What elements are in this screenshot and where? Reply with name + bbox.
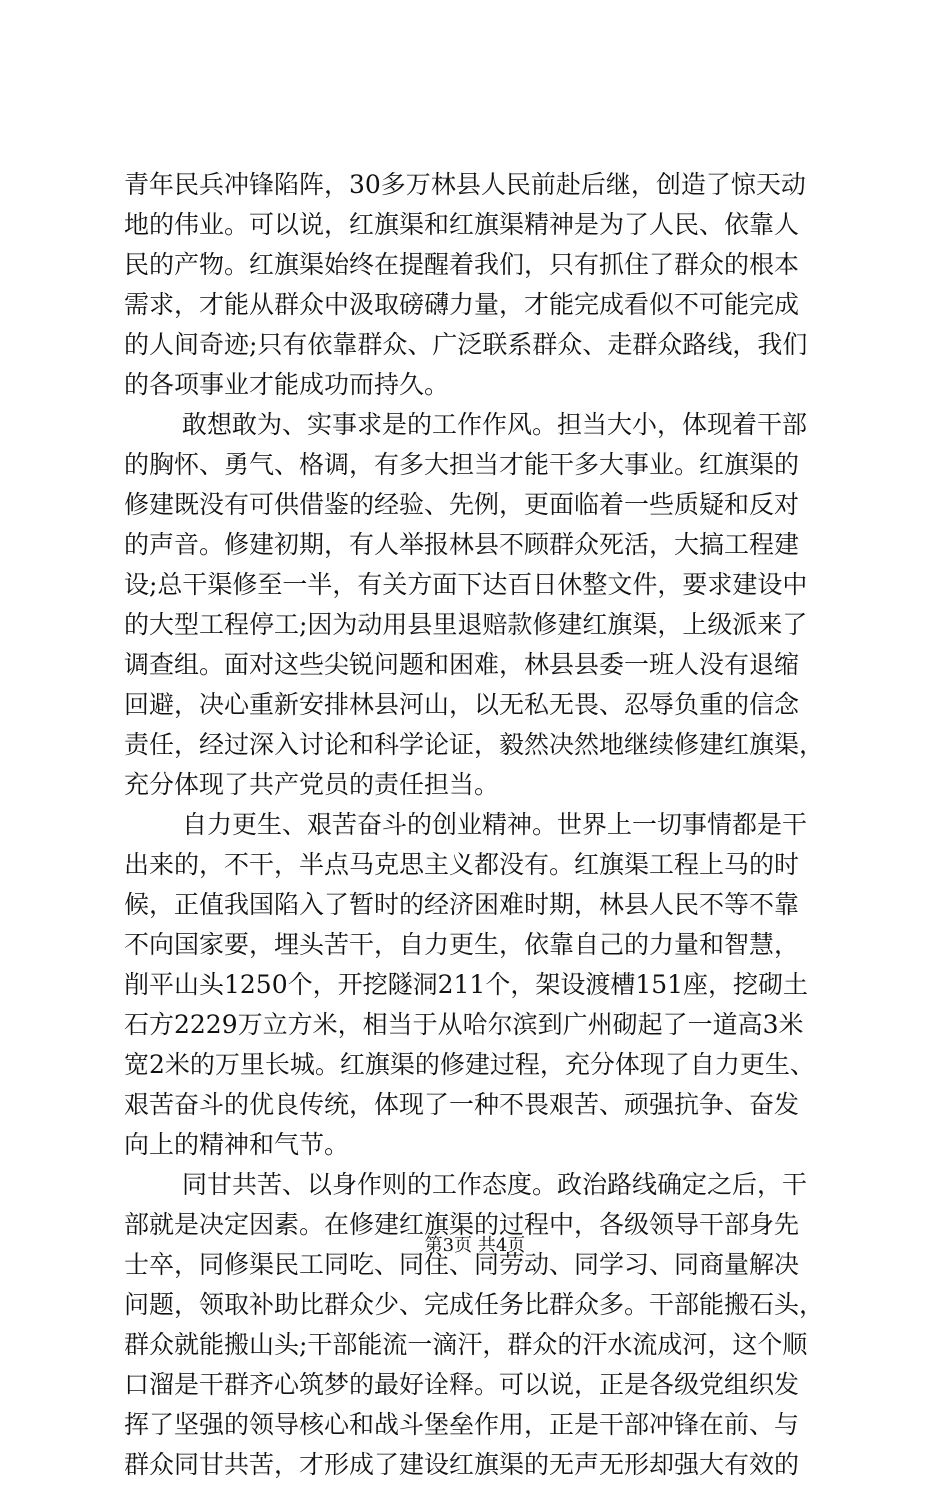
text-line: 的声音。修建初期，有人举报林县不顾群众死活，大搞工程建 xyxy=(124,530,800,559)
text-line: 不向国家要，埋头苦干，自力更生，依靠自己的力量和智慧， xyxy=(124,930,800,959)
text-line: 设;总干渠修至一半，有关方面下达百日休整文件，要求建设中 xyxy=(124,570,808,599)
text-line: 的胸怀、勇气、格调，有多大担当才能干多大事业。红旗渠的 xyxy=(124,450,800,479)
text-line: 挥了坚强的领导核心和战斗堡垒作用，正是干部冲锋在前、与 xyxy=(124,1410,800,1439)
text-line: 群众同甘共苦，才形成了建设红旗渠的无声无形却强大有效的 xyxy=(124,1450,800,1479)
text-line: 同甘共苦、以身作则的工作态度。政治路线确定之后，干 xyxy=(182,1170,808,1199)
text-line: 削平山头1250个，开挖隧洞211个，架设渡槽151座，挖砌土 xyxy=(124,970,809,999)
text-line: 敢想敢为、实事求是的工作作风。担当大小，体现着干部 xyxy=(182,410,808,439)
text-line: 问题，领取补助比群众少、完成任务比群众多。干部能搬石头， xyxy=(124,1290,825,1319)
text-line: 民的产物。红旗渠始终在提醒着我们，只有抓住了群众的根本 xyxy=(124,250,800,279)
text-line: 调查组。面对这些尖锐问题和困难，林县县委一班人没有退缩 xyxy=(124,650,800,679)
page-number-footer: 第3页 共4页 xyxy=(424,1235,526,1256)
text-line: 责任，经过深入讨论和科学论证，毅然决然地继续修建红旗渠， xyxy=(124,730,825,759)
text-line: 向上的精神和气节。 xyxy=(124,1130,350,1159)
text-line: 回避，决心重新安排林县河山，以无私无畏、忍辱负重的信念 xyxy=(124,690,800,719)
text-line: 自力更生、艰苦奋斗的创业精神。世界上一切事情都是干 xyxy=(182,810,808,839)
text-line: 青年民兵冲锋陷阵，30多万林县人民前赴后继，创造了惊天动 xyxy=(124,170,806,199)
text-line: 艰苦奋斗的优良传统，体现了一种不畏艰苦、顽强抗争、奋发 xyxy=(124,1090,800,1119)
text-line: 候，正值我国陷入了暂时的经济困难时期，林县人民不等不靠 xyxy=(124,890,800,919)
text-line: 士卒，同修渠民工同吃、同住、同劳动、同学习、同商量解决 xyxy=(124,1250,800,1279)
text-line: 修建既没有可供借鉴的经验、先例，更面临着一些质疑和反对 xyxy=(124,490,800,519)
text-line: 口溜是干群齐心筑梦的最好诠释。可以说，正是各级党组织发 xyxy=(124,1370,800,1399)
text-line: 地的伟业。可以说，红旗渠和红旗渠精神是为了人民、依靠人 xyxy=(124,210,800,239)
text-line: 的人间奇迹;只有依靠群众、广泛联系群众、走群众路线，我们 xyxy=(124,330,808,359)
document-body xyxy=(124,165,840,1485)
text-line: 部就是决定因素。在修建红旗渠的过程中，各级领导干部身先 xyxy=(124,1210,800,1239)
text-line: 的大型工程停工;因为动用县里退赔款修建红旗渠，上级派来了 xyxy=(124,610,808,639)
text-line: 石方2229万立方米，相当于从哈尔滨到广州砌起了一道高3米 xyxy=(124,1010,804,1039)
text-line: 需求，才能从群众中汲取磅礴力量，才能完成看似不可能完成 xyxy=(124,290,800,319)
text-line: 充分体现了共产党员的责任担当。 xyxy=(124,770,500,799)
text-line: 宽2米的万里长城。红旗渠的修建过程，充分体现了自力更生、 xyxy=(124,1050,815,1079)
text-line: 出来的，不干，半点马克思主义都没有。红旗渠工程上马的时 xyxy=(124,850,800,879)
text-line: 群众就能搬山头;干部能流一滴汗，群众的汗水流成河，这个顺 xyxy=(124,1330,808,1359)
text-line: 的各项事业才能成功而持久。 xyxy=(124,370,450,399)
